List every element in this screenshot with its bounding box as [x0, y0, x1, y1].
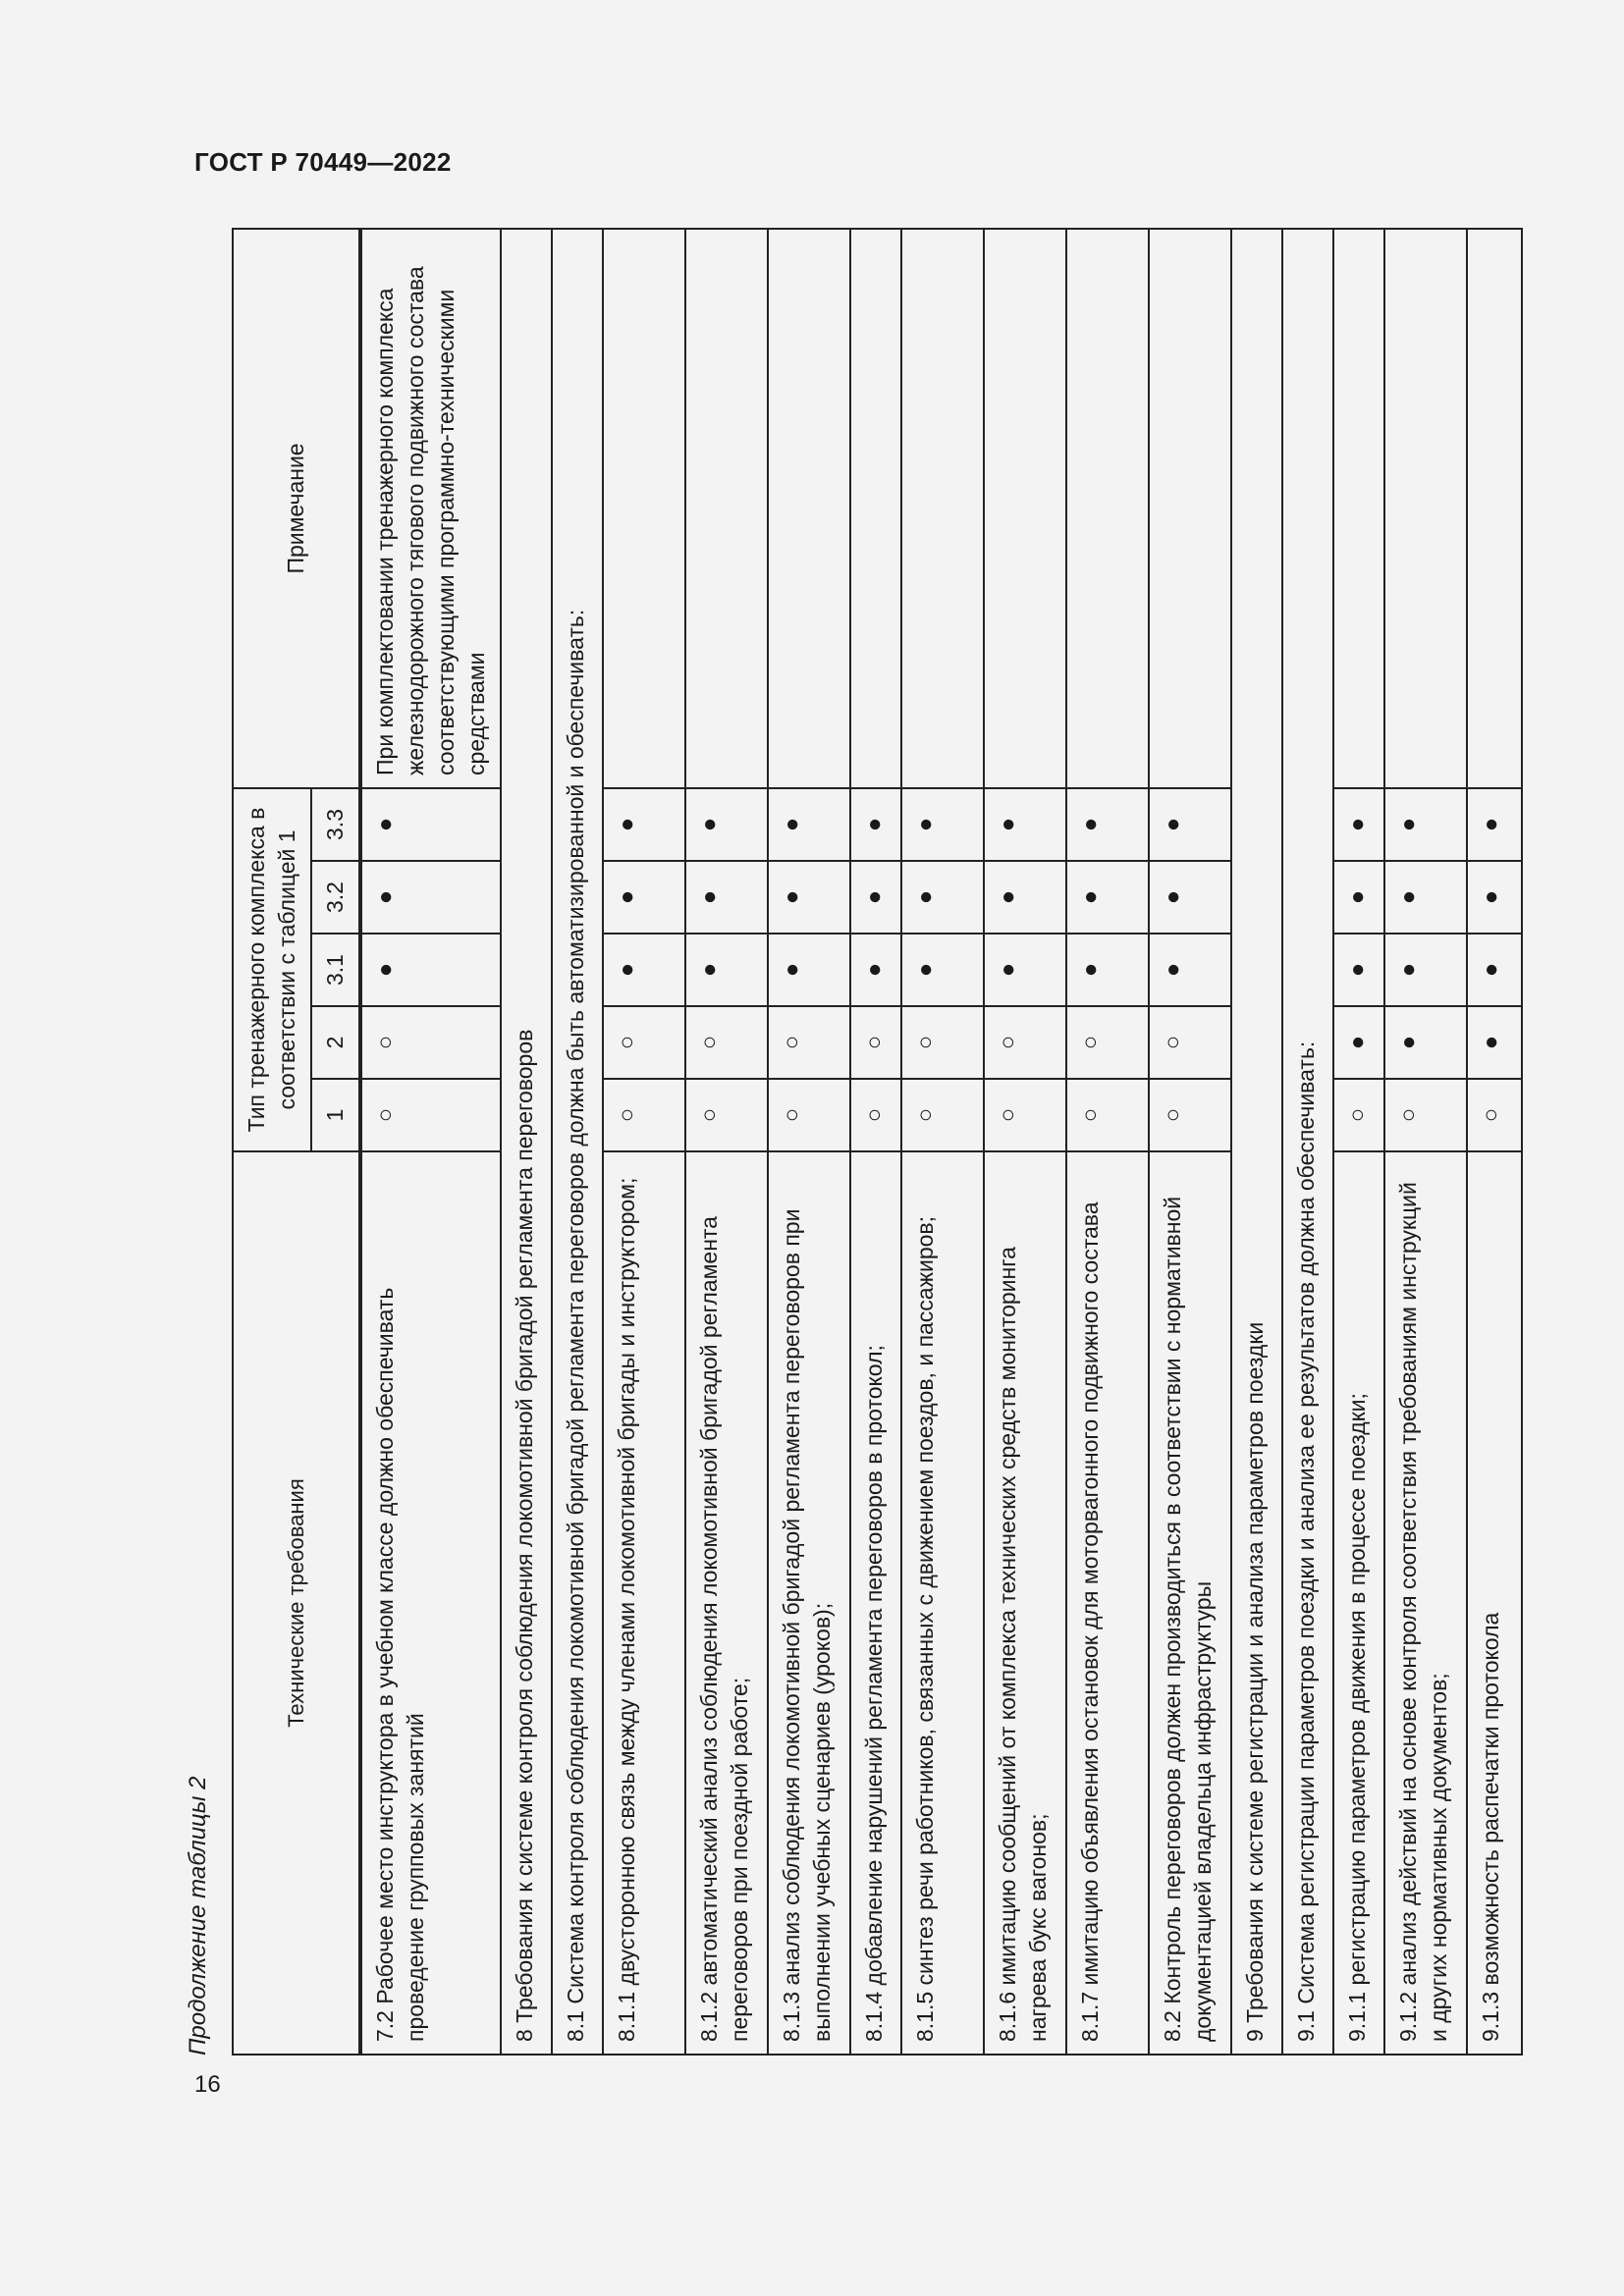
- requirements-table-wrap: [232, 230, 1505, 2056]
- type-3-2-mark: ●: [984, 861, 1066, 934]
- note-text: [1384, 229, 1467, 788]
- section-heading-8: 8 Требования к системе контроля соблюдения локомотивной бригадой регламента переговоров: [501, 229, 552, 2055]
- type-3-2-mark: ●: [850, 861, 901, 934]
- type-3-3-mark: ●: [850, 788, 901, 861]
- note-text: [1149, 229, 1231, 788]
- type-2-mark: ○: [685, 1006, 768, 1079]
- type-3-2-mark: ●: [603, 861, 685, 934]
- note-text: [850, 229, 901, 788]
- type-1-mark: ○: [901, 1079, 984, 1151]
- type-3-2-mark: ●: [1384, 861, 1467, 934]
- type-3-1-mark: ●: [360, 934, 501, 1006]
- type-3-1-mark: ●: [850, 934, 901, 1006]
- type-3-2-mark: ●: [1066, 861, 1149, 934]
- type-2-mark: ○: [360, 1006, 501, 1079]
- column-header-type: Тип тренажерного комплекса в соответствии с таблицей 1: [233, 788, 311, 1151]
- section-row: [552, 229, 603, 2055]
- type-3-2-mark: ●: [901, 861, 984, 934]
- type-2-mark: ○: [850, 1006, 901, 1079]
- type-3-3-mark: ●: [984, 788, 1066, 861]
- subheader-type-3-1: 3.1: [311, 934, 360, 1006]
- requirements-table: [232, 228, 1523, 2056]
- subheader-type-3-3: 3.3: [311, 788, 360, 861]
- type-3-1-mark: ●: [768, 934, 850, 1006]
- note-text: [901, 229, 984, 788]
- table-row: [850, 229, 901, 2055]
- type-2-mark: ●: [1333, 1006, 1384, 1079]
- requirement-text: 7.2 Рабочее место инструктора в учебном классе должно обеспечивать проведение групповых занятий: [360, 1151, 501, 2055]
- section-heading-8-1: 8.1 Система контроля соблюдения локомотивной бригадой регламента переговоров должна быть автоматизированной и обеспечивать:: [552, 229, 603, 2055]
- section-row: [1282, 229, 1333, 2055]
- note-text: При комплектовании тренажерного комплекса железнодорожного тягового подвижного состава соответствующими программно-техническими средствами: [360, 229, 501, 788]
- requirement-text: 9.1.2 анализ действий на основе контроля соответствия требованиям инструкций и других нормативных документов;: [1384, 1151, 1467, 2055]
- type-3-1-mark: ●: [984, 934, 1066, 1006]
- table-row: [1066, 229, 1149, 2055]
- type-1-mark: ○: [1384, 1079, 1467, 1151]
- type-3-1-mark: ●: [603, 934, 685, 1006]
- table-row: [603, 229, 685, 2055]
- section-row: [501, 229, 552, 2055]
- requirement-text: 8.1.5 синтез речи работников, связанных с движением поездов, и пассажиров;: [901, 1151, 984, 2055]
- section-heading-9: 9 Требования к системе регистрации и анализа параметров поездки: [1231, 229, 1282, 2055]
- type-3-1-mark: ●: [1149, 934, 1231, 1006]
- type-3-3-mark: ●: [1467, 788, 1522, 861]
- type-3-2-mark: ●: [360, 861, 501, 934]
- note-text: [1066, 229, 1149, 788]
- type-2-mark: ●: [1467, 1006, 1522, 1079]
- type-3-2-mark: ●: [768, 861, 850, 934]
- type-3-1-mark: ●: [901, 934, 984, 1006]
- type-1-mark: ○: [1066, 1079, 1149, 1151]
- table-row: [685, 229, 768, 2055]
- type-3-3-mark: ●: [685, 788, 768, 861]
- type-3-3-mark: ●: [1066, 788, 1149, 861]
- type-1-mark: ○: [1149, 1079, 1231, 1151]
- type-2-mark: ○: [603, 1006, 685, 1079]
- note-text: [984, 229, 1066, 788]
- type-3-2-mark: ●: [1149, 861, 1231, 934]
- table-row: [1333, 229, 1384, 2055]
- type-1-mark: ○: [1333, 1079, 1384, 1151]
- table-row: [768, 229, 850, 2055]
- section-heading-9-1: 9.1 Система регистрации параметров поездки и анализа ее результатов должна обеспечивать:: [1282, 229, 1333, 2055]
- table-row: [1384, 229, 1467, 2055]
- table-row: [1149, 229, 1231, 2055]
- column-header-note: Примечание: [233, 229, 360, 788]
- requirement-text: 8.1.4 добавление нарушений регламента переговоров в протокол;: [850, 1151, 901, 2055]
- rotated-page-content: [177, 230, 1505, 2056]
- type-3-3-mark: ●: [360, 788, 501, 861]
- type-2-mark: ○: [984, 1006, 1066, 1079]
- type-1-mark: ○: [1467, 1079, 1522, 1151]
- type-1-mark: ○: [768, 1079, 850, 1151]
- table-row: [984, 229, 1066, 2055]
- page-number: 16: [194, 2071, 221, 2098]
- note-text: [1333, 229, 1384, 788]
- type-3-1-mark: ●: [1066, 934, 1149, 1006]
- requirement-text: 8.1.3 анализ соблюдения локомотивной бригадой регламента переговоров при выполнении учебных сценариев (уроков);: [768, 1151, 850, 2055]
- type-3-1-mark: ●: [1384, 934, 1467, 1006]
- table-caption: Продолжение таблицы 2: [185, 1776, 211, 2056]
- type-2-mark: ○: [1066, 1006, 1149, 1079]
- requirement-text: 9.1.1 регистрацию параметров движения в процессе поездки;: [1333, 1151, 1384, 2055]
- section-row: [1231, 229, 1282, 2055]
- note-text: [768, 229, 850, 788]
- subheader-type-1: 1: [311, 1079, 360, 1151]
- type-3-2-mark: ●: [685, 861, 768, 934]
- requirement-text: 9.1.3 возможность распечатки протокола: [1467, 1151, 1522, 2055]
- note-text: [603, 229, 685, 788]
- type-1-mark: ○: [360, 1079, 501, 1151]
- column-header-requirements: Технические требования: [233, 1151, 360, 2055]
- requirement-text: 8.1.1 двусторонною связь между членами локомотивной бригады и инструктором;: [603, 1151, 685, 2055]
- type-2-mark: ●: [1384, 1006, 1467, 1079]
- type-3-3-mark: ●: [603, 788, 685, 861]
- type-3-1-mark: ●: [1467, 934, 1522, 1006]
- table-row: [1467, 229, 1522, 2055]
- type-1-mark: ○: [603, 1079, 685, 1151]
- requirement-text: 8.1.2 автоматический анализ соблюдения локомотивной бригадой регламента переговоров при поездной работе;: [685, 1151, 768, 2055]
- type-2-mark: ○: [1149, 1006, 1231, 1079]
- type-3-3-mark: ●: [1333, 788, 1384, 861]
- type-1-mark: ○: [685, 1079, 768, 1151]
- type-1-mark: ○: [984, 1079, 1066, 1151]
- subheader-type-3-2: 3.2: [311, 861, 360, 934]
- requirement-text: 8.1.7 имитацию объявления остановок для моторвагонного подвижного состава: [1066, 1151, 1149, 2055]
- note-text: [1467, 229, 1522, 788]
- type-2-mark: ○: [768, 1006, 850, 1079]
- type-1-mark: ○: [850, 1079, 901, 1151]
- type-3-3-mark: ●: [1149, 788, 1231, 861]
- type-3-3-mark: ●: [1384, 788, 1467, 861]
- table-row: [360, 229, 501, 2055]
- note-text: [685, 229, 768, 788]
- type-3-3-mark: ●: [901, 788, 984, 861]
- type-3-2-mark: ●: [1333, 861, 1384, 934]
- table-row: [901, 229, 984, 2055]
- type-2-mark: ○: [901, 1006, 984, 1079]
- type-3-3-mark: ●: [768, 788, 850, 861]
- subheader-type-2: 2: [311, 1006, 360, 1079]
- requirement-text: 8.1.6 имитацию сообщений от комплекса технических средств мониторинга нагрева букс вагонов;: [984, 1151, 1066, 2055]
- type-3-1-mark: ●: [1333, 934, 1384, 1006]
- requirement-text: 8.2 Контроль переговоров должен производиться в соответствии с нормативной документацией владельца инфраструктуры: [1149, 1151, 1231, 2055]
- type-3-1-mark: ●: [685, 934, 768, 1006]
- type-3-2-mark: ●: [1467, 861, 1522, 934]
- document-header: ГОСТ Р 70449—2022: [194, 147, 452, 177]
